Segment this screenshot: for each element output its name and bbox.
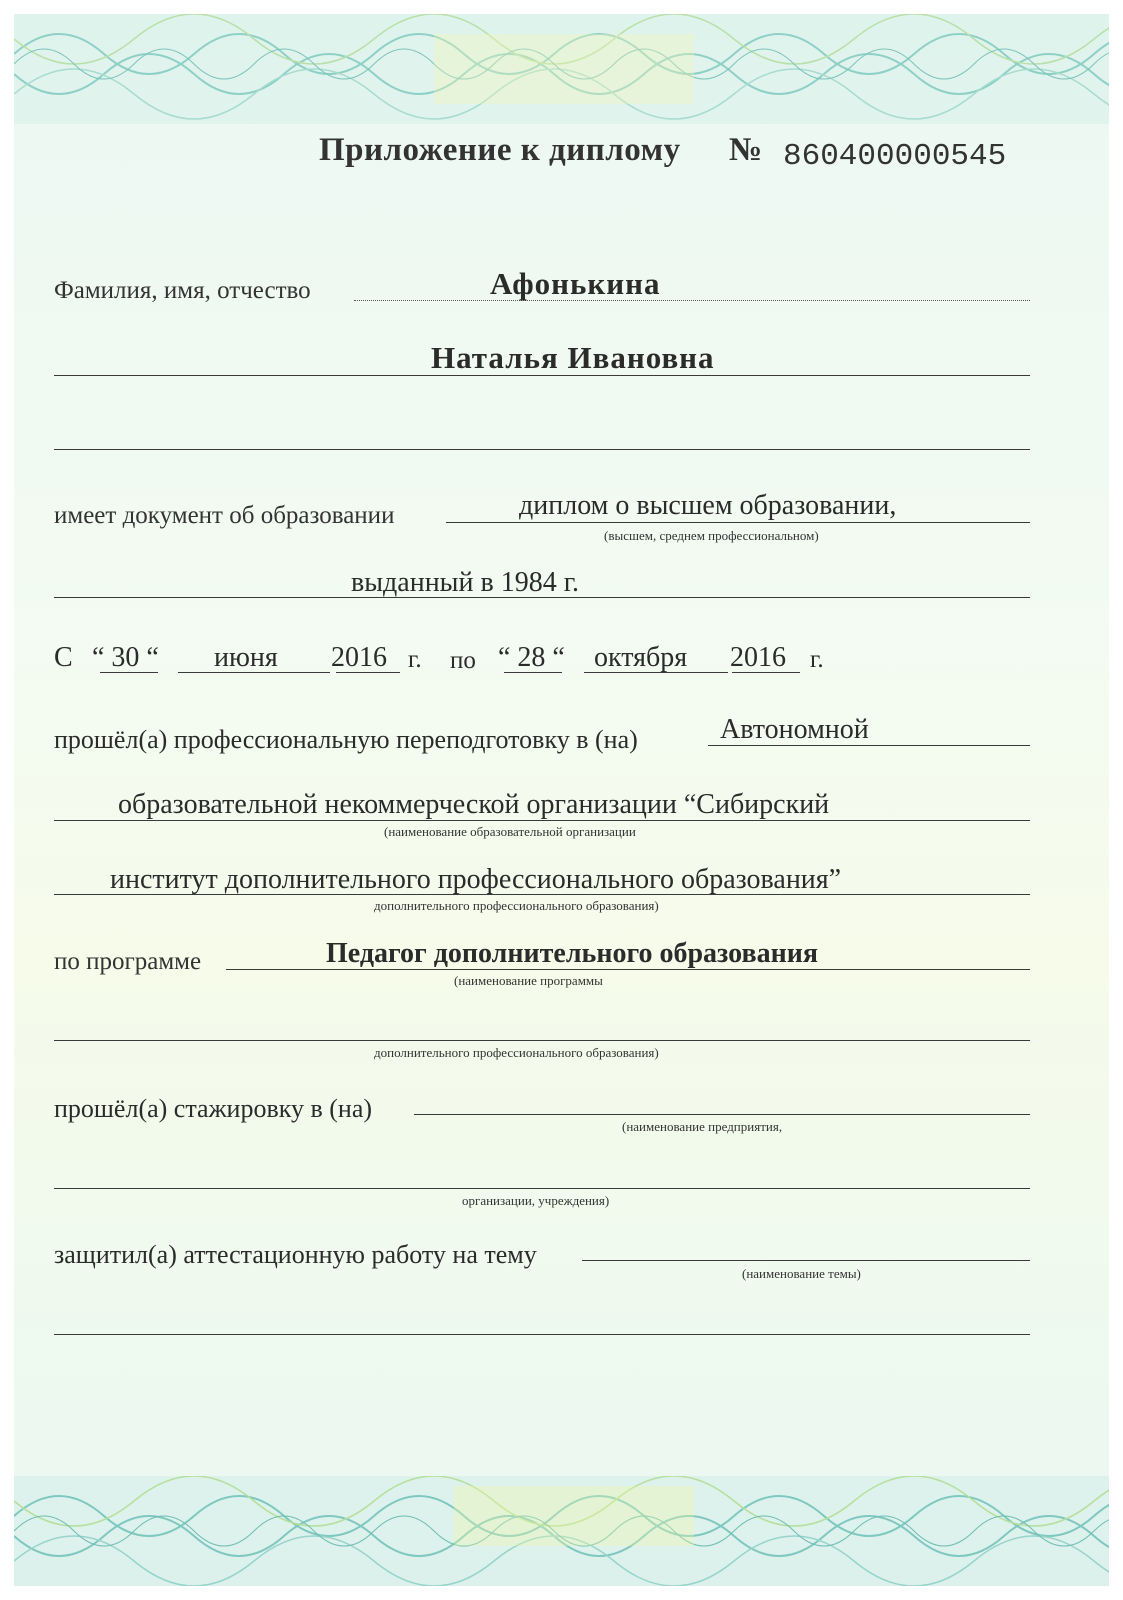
fio-name-patronymic: Наталья Ивановна <box>431 340 715 375</box>
program-hint-2: дополнительного профессионального образования) <box>374 1045 659 1060</box>
fio-line-3 <box>54 449 1030 450</box>
fio-label: Фамилия, имя, отчество <box>54 277 311 304</box>
period-from-year-line <box>336 672 400 673</box>
education-doc-line <box>446 522 1030 523</box>
page-title: Приложение к диплому <box>319 132 681 168</box>
fio-line-2 <box>54 375 1030 376</box>
internship-hint-1: (наименование предприятия, <box>622 1119 783 1134</box>
retraining-org-line3: институт дополнительного профессионального образования” <box>110 864 842 895</box>
period-year-suffix-2: г. <box>810 646 824 673</box>
retraining-line-2 <box>54 820 1030 821</box>
guilloche-border-top <box>14 14 1109 124</box>
period-from-prefix: С <box>54 642 73 673</box>
education-doc-hint: (высшем, среднем профессиональном) <box>604 528 819 543</box>
fio-surname: Афонькина <box>490 266 661 301</box>
period-to-day: “ 28 “ <box>498 642 565 673</box>
thesis-hint: (наименование темы) <box>742 1266 861 1281</box>
education-issued-line <box>54 597 1030 598</box>
thesis-label: защитил(а) аттестационную работу на тему <box>54 1240 537 1269</box>
retraining-hint-2: дополнительного профессионального образования) <box>374 898 659 913</box>
internship-line-1 <box>414 1114 1030 1115</box>
fio-line-1 <box>354 300 1030 301</box>
education-doc-value: диплом о высшем образовании, <box>519 490 897 521</box>
retraining-line-1 <box>708 745 1030 746</box>
period-year-suffix-1: г. <box>408 646 422 673</box>
period-to-prefix: по <box>450 647 476 674</box>
certificate-sheet <box>14 14 1109 1586</box>
period-from-year: 2016 <box>331 642 387 673</box>
diploma-number: 860400000545 <box>783 139 1007 174</box>
retraining-org-line1: Автономной <box>720 714 869 745</box>
period-from-month: июня <box>214 642 278 673</box>
retraining-org-line2: образовательной некоммерческой организации “Сибирский <box>118 789 830 820</box>
program-hint-1: (наименование программы <box>454 973 603 988</box>
number-sign: № <box>729 132 763 168</box>
period-to-month: октября <box>594 642 688 673</box>
retraining-label: прошёл(а) профессиональную переподготовку в (на) <box>54 725 638 754</box>
thesis-line-2 <box>54 1334 1030 1335</box>
internship-line-2 <box>54 1188 1030 1189</box>
retraining-line-3 <box>54 894 1030 895</box>
program-line <box>226 969 1030 970</box>
guilloche-border-bottom <box>14 1476 1109 1586</box>
thesis-line-1 <box>582 1260 1030 1261</box>
retraining-hint-1: (наименование образовательной организации <box>384 824 636 839</box>
period-from-month-line <box>178 672 330 673</box>
education-doc-label: имеет документ об образовании <box>54 502 395 529</box>
program-value: Педагог дополнительного образования <box>326 938 818 969</box>
program-line-2 <box>54 1040 1030 1041</box>
education-doc-issued: выданный в 1984 г. <box>351 567 580 598</box>
period-from-day: “ 30 “ <box>92 642 159 673</box>
period-to-day-line <box>504 672 562 673</box>
period-to-month-line <box>584 672 728 673</box>
period-from-day-line <box>100 672 158 673</box>
period-to-year-line <box>732 672 800 673</box>
period-to-year: 2016 <box>730 642 786 673</box>
program-label: по программе <box>54 948 202 975</box>
internship-label: прошёл(а) стажировку в (на) <box>54 1094 373 1123</box>
internship-hint-2: организации, учреждения) <box>462 1193 610 1208</box>
